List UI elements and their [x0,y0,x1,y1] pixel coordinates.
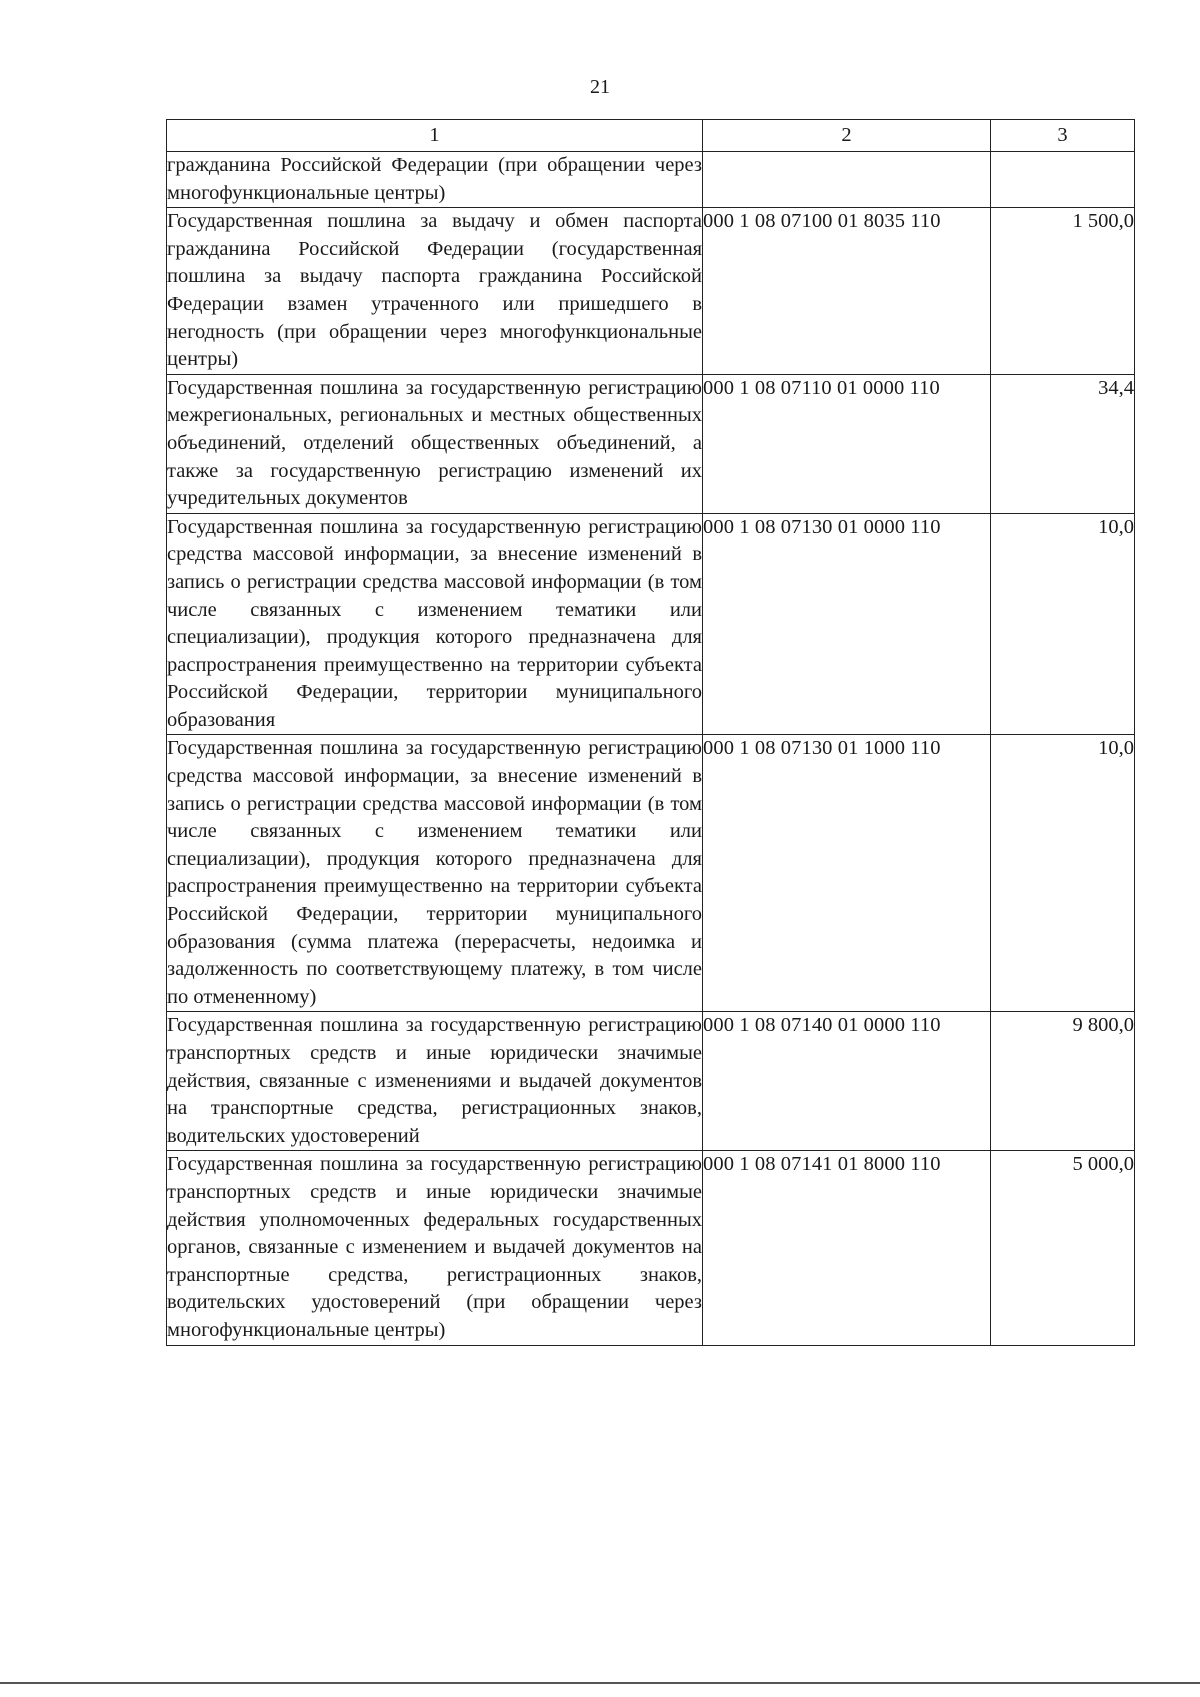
table-row [167,1012,1135,1151]
row-description: гражданина Российской Федерации (при обращении через многофункциональные центры) [167,152,703,208]
row-amount: 34,4 [991,374,1135,513]
row-description: Государственная пошлина за государственную регистрацию транспортных средств и иные юридически значимые действия уполномоченных федеральных государственных органов, связанные с изменением и выдачей документов на транспортные средства, регистрационных знаков, водительских удостоверений (при обращении через многофункциональные центры) [167,1151,703,1345]
table-row [167,374,1135,513]
column-header-1: 1 [167,120,703,152]
row-description: Государственная пошлина за выдачу и обмен паспорта гражданина Российской Федерации (государственная пошлина за выдачу паспорта гражданина Российской Федерации взамен утраченного или пришедшего в негодность (при обращении через многофункциональные центры) [167,208,703,375]
column-header-3: 3 [991,120,1135,152]
row-description: Государственная пошлина за государственную регистрацию средства массовой информации, за внесение изменений в запись о регистрации средства массовой информации (в том числе связанных с изменением тематики или специализации), продукция которого предназначена для распространения преимущественно на территории субъекта Российской Федерации, территории муниципального образования (сумма платежа (перерасчеты, недоимка и задолженность по соответствующему платежу, в том числе по отмененному) [167,735,703,1012]
row-description: Государственная пошлина за государственную регистрацию межрегиональных, региональных и местных общественных объединений, отделений общественных объединений, а также за государственную регистрацию изменений их учредительных документов [167,374,703,513]
row-amount: 9 800,0 [991,1012,1135,1151]
row-code: 000 1 08 07130 01 0000 110 [703,513,991,735]
row-amount [991,152,1135,208]
revenue-table [166,119,1135,1346]
page-number: 21 [590,76,610,98]
row-amount: 10,0 [991,513,1135,735]
row-amount: 10,0 [991,735,1135,1012]
row-code: 000 1 08 07110 01 0000 110 [703,374,991,513]
row-code [703,152,991,208]
column-header-2: 2 [703,120,991,152]
row-code: 000 1 08 07100 01 8035 110 [703,208,991,375]
table-header-row [167,120,1135,152]
table-row [167,513,1135,735]
row-amount: 5 000,0 [991,1151,1135,1345]
row-code: 000 1 08 07130 01 1000 110 [703,735,991,1012]
row-amount: 1 500,0 [991,208,1135,375]
table-row [167,208,1135,375]
row-description: Государственная пошлина за государственную регистрацию средства массовой информации, за внесение изменений в запись о регистрации средства массовой информации (в том числе связанных с изменением тематики или специализации), продукция которого предназначена для распространения преимущественно на территории субъекта Российской Федерации, территории муниципального образования [167,513,703,735]
row-code: 000 1 08 07140 01 0000 110 [703,1012,991,1151]
table-row [167,735,1135,1012]
table-row [167,152,1135,208]
table-row [167,1151,1135,1345]
scan-bottom-rule [0,1682,1200,1684]
row-description: Государственная пошлина за государственную регистрацию транспортных средств и иные юридически значимые действия, связанные с изменениями и выдачей документов на транспортные средства, регистрационных знаков, водительских удостоверений [167,1012,703,1151]
row-code: 000 1 08 07141 01 8000 110 [703,1151,991,1345]
